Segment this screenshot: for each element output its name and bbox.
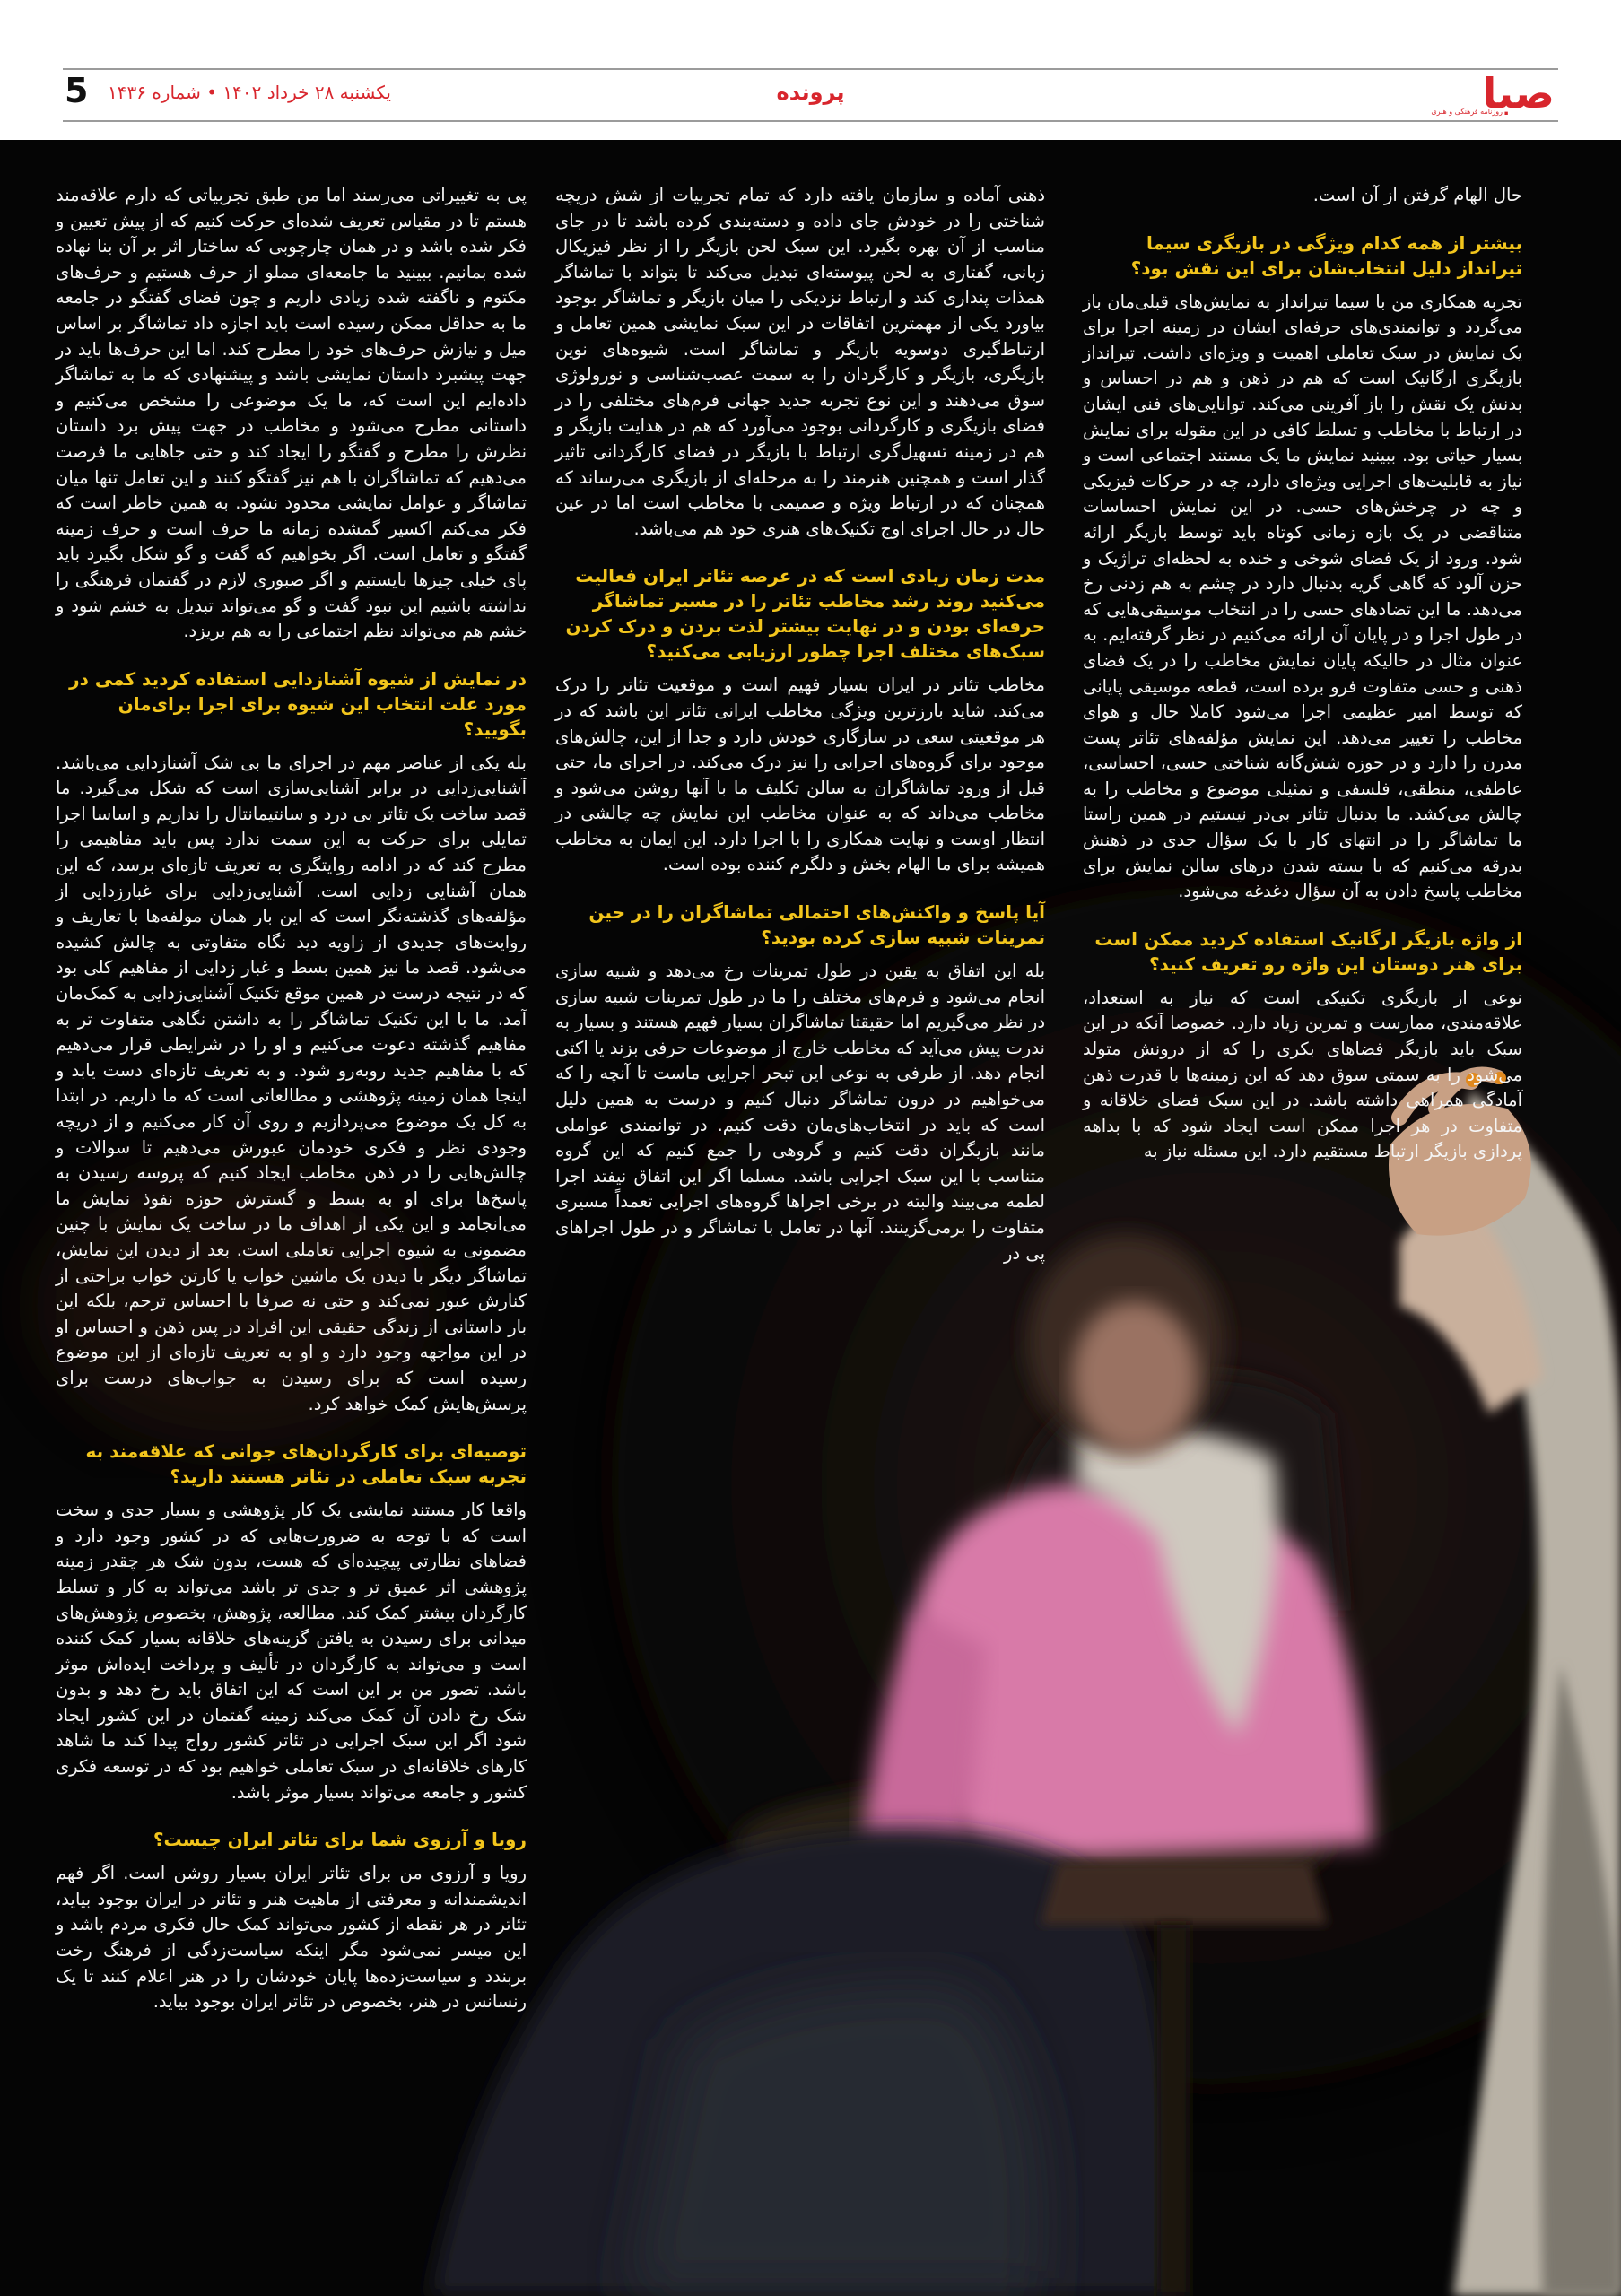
page-header <box>0 0 1621 140</box>
question-heading: بیشتر از همه کدام ویژگی در بازیگری سیما تیرانداز دلیل انتخاب‌شان برای این نقش بود؟ <box>1130 231 1522 279</box>
paragraph: واقعا کار مستند نمایشی یک کار پژوهشی و بسیار جدی و سخت است که با توجه به ضرورت‌هایی که در کشور وجود دارد و فضاهای نظارتی پیچیده‌ای که هست، بدون شک هر چقدر زمینه پژوهشی اثر عمیق تر و جدی تر باشد می‌تواند به کار و تسلط کارگردان بیشتر کمک کند. مطالعه، پژوهش، بخصوص پژوهش‌های میدانی برای رسیدن به یافتن گزینه‌های خلاقانه بسیار کمک کننده است و می‌تواند به کارگردان در تألیف و پرداخت ایده‌اش موثر باشد. تصور من بر این است که این اتفاق باید رخ دهد و بدون شک رخ دادن آن کمک می‌کند زمینه گفتمان در این کشور ایجاد شود اگر این سبک اجرایی در تئاتر کشور رواج پیدا کند ما شاهد کارهای خلاقانه‌ای در سبک تعاملی خواهیم بود که در توسعه فکری کشور و جامعه می‌تواند بسیار موثر باشد. <box>56 1500 527 1803</box>
paragraph: رویا و آرزوی من برای تئاتر ایران بسیار روشن است. اگر فهم اندیشمندانه و معرفتی از ماهیت هنر و تئاتر در ایران بوجود بیاید، تئاتر در هر نقطه از کشور می‌تواند کمک حال فکری مردم باشد و این میسر نمی‌شود مگر اینکه سیاست‌زدگی از فرهنگ رخت بربندد و سیاست‌زده‌ها پایان خودشان را در هنر اعلام کنند تا یک رنسانس در هنر، بخصوص در تئاتر ایران بوجود بیاید. <box>56 1863 527 2013</box>
question-heading: توصیه‌ای برای کارگردان‌های جوانی که علاقه‌مند به تجربه سبک تعاملی در تئاتر هستند دارید؟ <box>85 1440 527 1488</box>
question-heading: از واژه بازیگر ارگانیک استفاده کردید ممکن است برای هنر دوستان این واژه رو تعریف کنید؟ <box>1094 927 1522 975</box>
paragraph: پی به تغییراتی می‌رسند اما من طبق تجربیاتی که دارم علاقه‌مند هستم تا در مقیاس تعریف شده‌ای حرکت کنیم که از پیش تعیین و فکر شده باشد و در همان چارچوبی که ساختار اثر بر آن بنا نهاده شده بمانیم. ببینید ما جامعه‌ای مملو از حرف هستیم و حرف‌های مکتوم و ناگفته شده زیادی داریم و چون فضای گفتگو در جامعه ما به حداقل ممکن رسیده است باید اجازه داد تماشاگر بر اساس میل و نیازش حرف‌های خود را مطرح کند. اما این حرف‌ها باید در جهت پیشبرد داستان نمایشی باشد و پیشنهادی که ما به تماشاگر داده‌ایم این است که، ما یک موضوعی را مشخص می‌کنیم و داستانی مطرح می‌شود و مخاطب در جهت پیش برد داستان نظرش را مطرح و گفتگو را ایجاد کند و حتی جاهایی ما فرصت می‌دهیم که تماشاگران با هم نیز گفتگو کنند و این تعامل تنها میان تماشاگر و عوامل نمایشی محدود نشود. به همین خاطر است که فکر می‌کنم اکسیر گمشده زمانه ما حرف است و حرف زمینه گفتگو و تعامل است. اگر بخواهیم که گفت و گو شکل بگیرد باید پای خیلی چیزها بایستیم و اگر صبوری لازم در گفتمان فرهنگی را نداشته باشیم این نبود گفت و گو می‌تواند تبدیل به خشم شود و خشم هم می‌تواند نظم اجتماعی را به هم بریزد. <box>56 185 527 642</box>
paragraph: نوعی از بازیگری تکنیکی است که نیاز به استعداد، علاقه‌مندی، ممارست و تمرین زیاد دارد. خصوصا آنکه در این سبک باید بازیگر فضاهای بکری را که از درونش متولد می‌شود را به سمتی سوق دهد که این زمینه‌ها با قدرت ذهن آمادگی همراهی داشته باشد. در این سبک فضای خلاقانه و متفاوت در هر اجرا ممکن است ایجاد شود که با بداهه پردازی بازیگر ارتباط مستقیم دارد. این مسئله نیاز به <box>1083 987 1522 1162</box>
paragraph: بله یکی از عناصر مهم در اجرای ما بی شک آشنازدایی می‌باشد. آشنایی‌زدایی در برابر آشنایی‌سازی است که شکل می‌گیرد. ما قصد ساخت یک تئاتر بی درد و سانتیمانتال را نداریم و اساسا اجرا تمایلی برای حرکت به این سمت ندارد پس باید مفاهیمی را مطرح کند که در ادامه روایتگری به تعریف تازه‌ای برسد، که این همان آشنایی زدایی است. آشنایی‌زدایی برای غبارزدایی از مؤلفه‌های گذشته‌نگر است که این بار همان مولفه‌ها با تعاریف و روایت‌های جدیدی از زاویه دید نگاه متفاوتی به چالش کشیده می‌شود. قصد ما نیز همین بسط و غبار زدایی از مفاهیم کلی بود که در نتیجه درست در همین موقع تکنیک آشنایی‌زدایی به کمک‌مان آمد. ما با این تکنیک تماشاگر را به داشتن نگاهی متفاوت تر به مفاهیم گذشته دعوت می‌کنیم و او را در شرایطی قرار می‌دهیم که با مفاهیم جدید روبه‌رو شود. و به تعریف تازه‌ای دست یابد و اینجا همان زمینه پژوهشی و مطالعاتی است که ما داریم. در ابتدا به کل یک موضوع می‌پردازیم و روی آن کار می‌کنیم و از دریچه وجودی نظر و فکری خودمان عبورش می‌دهیم تا سوالات و چالش‌هایی را در ذهن مخاطب ایجاد کنیم که پروسه رسیدن به پاسخ‌ها برای او به بسط و گسترش حوزه نفوذ نمایش ما می‌انجامد و این یکی از اهداف ما در ساخت یک نمایش با چنین مضمونی به شیوه اجرایی تعاملی است. بعد از دیدن این نمایش، تماشاگر دیگر با دیدن یک ماشین خواب یا کارتن خواب براحتی از کنارش عبور نمی‌کند و حتی نه صرفا با احساس ترحم، بلکه این بار داستانی از زندگی حقیقی این افراد در پس ذهن و احساس او در این مواجهه وجود دارد و او به تعریف تازه‌ای از این موضوع رسیده است که برای رسیدن به جواب‌های درست برای پرسش‌هایش کمک خواهد کرد. <box>56 752 527 1414</box>
logo-tagline: روزنامه فرهنگی و هنری <box>1431 108 1503 116</box>
paragraph: حال الهام گرفتن از آن است. <box>1312 185 1522 205</box>
paragraph: مخاطب تئاتر در ایران بسیار فهیم است و موقعیت تئاتر را درک می‌کند. شاید بارزترین ویژگی مخاطب ایرانی تئاتر این باشد که در هر موقعیتی سعی در سازگاری خودش دارد و جدا از این، چالش‌های موجود برای گروه‌های اجرایی را نیز درک می‌کند. در اجرای ما، حتی قبل از ورود تماشاگران به سالن تکلیف ما با آنها روشن می‌شود و مخاطب می‌داند که به عنوان مخاطب این نمایش چه چالشی در انتظار اوست و نهایت همکاری را با اجرا دارد. این ایمان به مخاطب همیشه برای ما الهام بخش و دلگرم کننده بوده است. <box>555 674 1045 875</box>
article-column-3 <box>56 183 527 2015</box>
paragraph: ذهنی آماده و سازمان یافته دارد که تمام تجربیات از شش دریچه شناختی را در خودش جای داده و دسته‌بندی کرده باشد تا در جای مناسب از آن بهره بگیرد. این سبک لحن بازیگر را از نظر فیزیکال زبانی، گفتاری به لحن پیوسته‌ای تبدیل می‌کند تا بتواند با تماشاگر همذات پنداری کند و ارتباط نزدیکی را میان بازیگر و تماشاگر بوجود بیاورد یکی از مهمترین اتفاقات در این سبک نمایشی همین تعامل و ارتباط‌گیری دوسویه بازیگر و تماشاگر است. شیوه‌های نوین بازیگری، بازیگر و کارگردان را به سمت عصب‌شناسی و نورولوژی سوق می‌دهند و این نوع تجربه جدید جهانی فرم‌های مختلفی را در فضای بازیگری و کارگردانی بوجود می‌آورد که هم در هدایت بازیگر و هم در زمینه تسهیل‌گری ارتباط با بازیگر در فضای کارگردانی تاثیر گذار است و همچنین هنرمند را به مرحله‌ای از بازیگری می‌رساند که همچنان که در ارتباط ویژه و صمیمی با مخاطب است اما در عین حال در حال اجرای اوج تکنیک‌های هنری خود هم می‌باشد. <box>555 185 1045 539</box>
question-heading: آیا پاسخ و واکنش‌های احتمالی تماشاگران را در حین تمرینات شبیه سازی کرده بودید؟ <box>588 901 1045 949</box>
paragraph: تجربه همکاری من با سیما تیرانداز به نمایش‌های قبلی‌مان باز می‌گردد و توانمندی‌های حرفه‌ای ایشان در زمینه اجرا برای یک نمایش در سبک تعاملی اهمیت و ویژه‌ای داشت. تیرانداز بازیگری ارگانیک است که هم در ذهن و هم در احساس و بدنش یک نقش را باز آفرینی می‌کند. توانایی‌های فنی ایشان در ارتباط با مخاطب و تسلط کافی در این مقوله برای نمایش بسیار حیاتی بود. ببینید نمایش ما یک مستند اجتماعی است و نیاز به قابلیت‌های اجرایی ویژه‌ای دارد، چه در حرکات فیزیکی و چه در چرخش‌های حسی. در این نمایش احساسات متناقضی در یک بازه زمانی کوتاه باید توسط بازیگر ارائه شود. ورود از یک فضای شوخی و خنده به لحظه‌ای تراژیک و حزن آلود که گاهی گریه بدنبال دارد در چشم به هم زدنی رخ می‌دهد. ما این تضادهای حسی را در انتخاب موسیقی‌هایی که در طول اجرا و در پایان آن ارائه می‌کنیم در نظر گرفته‌ایم. به عنوان مثال در حالیکه پایان نمایش مخاطب را در یک فضای ذهنی و حسی متفاوت فرو برده است، قطعه موسیقی پایانی که توسط امیر عظیمی اجرا می‌شود کاملا حال و هوای مخاطب را تغییر می‌دهد. این نمایش مؤلفه‌های تئاتر پست مدرن را دارد و در حوزه شش‌گانه شناختی حسی، احساسی، عاطفی، منطقی، فلسفی و تمثیلی موضوع و مخاطب را به چالش می‌کشد. ما بدنبال تئاتر بی‌در نیستیم در همین راستا ما تماشاگر را در انتهای کار با یک سؤال جدی در ذهنش بدرقه می‌کنیم که با بسته شدن درهای سالن نمایش برای مخاطب پاسخ دادن به آن سؤال دغدغه می‌شود. <box>1083 291 1522 902</box>
issue-info: یکشنبه ۲۸ خرداد ۱۴۰۲ • شماره ۱۴۳۶ <box>108 82 391 103</box>
section-title: پرونده <box>776 80 845 105</box>
question-heading: در نمایش از شیوه آشنازدایی استفاده کردید کمی در مورد علت انتخاب این شیوه برای اجرا برای‌مان بگویید؟ <box>69 667 527 740</box>
logo-text: صبا <box>1482 69 1555 117</box>
article-column-1 <box>1083 183 1522 1165</box>
article-column-2 <box>555 183 1045 1266</box>
question-heading: رویا و آرزوی شما برای تئاتر ایران چیست؟ <box>153 1829 527 1851</box>
page-number: 5 <box>65 71 89 110</box>
question-heading: مدت زمان زیادی است که در عرصه تئاتر ایران فعالیت می‌کنید روند رشد مخاطب تئاتر را در مسیر تماشاگر حرفه‌ای بودن و در نهایت بیشتر لذت بردن و درک کردن سبک‌های مختلف اجرا چطور ارزیابی می‌کنید؟ <box>565 565 1045 663</box>
header-bottom-rule <box>63 120 1558 122</box>
header-top-rule <box>63 68 1558 70</box>
paragraph: بله این اتفاق به یقین در طول تمرینات رخ می‌دهد و شبیه سازی انجام می‌شود و فرم‌های مختلف را ما در طول تمرینات شبیه سازی در نظر می‌گیریم اما حقیقتا تماشاگران بسیار فهیم هستند و بسیار به ندرت پیش می‌آید که مخاطب خارج از موضوعات حرفی بزند یا اکتی انجام دهد. از طرفی به نوعی این تبحر اجرایی ماست تا آنچه را که می‌خواهیم در درون تماشاگر دنبال کنیم و درست به همین دلیل است که باید در انتخاب‌های‌مان دقت کنیم. در توانمندی عواملی مانند بازیگران دقت کنیم و گروهی را جمع کنیم که این گروه متناسب با این سبک اجرایی باشد. مسلما اگر این اتفاق نیفتد اجرا لطمه می‌بیند والبته در برخی اجراها گروه‌های اجرایی تعمداً مسیری متفاوت را برمی‌گزینند. آنها در تعامل با تماشاگر و در طول اجراهای پی در <box>555 961 1045 1264</box>
